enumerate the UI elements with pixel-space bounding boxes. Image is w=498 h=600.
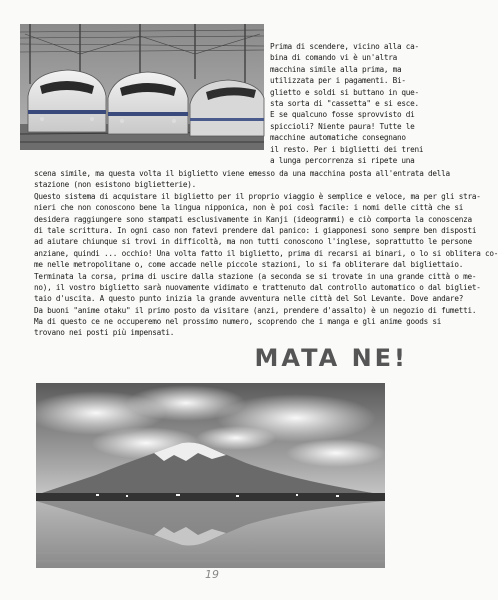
text-line: spiccioli? Niente paura! Tutte le <box>270 121 415 131</box>
text-line: di tale scrittura. In ogni caso non fatevi prendere dal panico: i giapponesi sono sempre ben disposti <box>34 225 477 235</box>
text-line: bina di comando vi è un'altra <box>270 53 397 63</box>
text-line: nieri che non conoscono bene la lingua nipponica, non è poi così facile: i nomi delle città che si <box>34 203 464 213</box>
shinkansen-trains-photo <box>20 24 264 150</box>
text-line: trovano nei posti più impensati. <box>34 328 175 338</box>
text-line: me nelle metropolitane o, come accade nelle piccole stazioni, lo si fa obliterare dal bigliettaio. <box>34 260 464 270</box>
text-line: taio d'uscita. A questo punto inizia la grande avventura nelle città del Sol Levante. Dove andare? <box>34 294 464 304</box>
text-line: no), il vostro biglietto sarà nuovamente vidimato e trattenuto dal controllo automatico o dal bigliet- <box>34 282 481 292</box>
mount-fuji-lake-photo <box>36 383 385 568</box>
text-line: anziane, quindi ... occhio! Una volta fatto il biglietto, prima di recarsi ai binari, o lo si oblitera co- <box>34 248 498 258</box>
right-column-text <box>270 41 424 166</box>
text-line: ad aiutare chiunque si trovi in difficoltà, ma non tutti conoscono l'inglese, soprattutto le persone <box>34 237 472 247</box>
text-line: desidera raggiungere sono stampati esclusivamente in Kanji (ideogrammi) e ciò comporta la conoscenza <box>34 214 472 224</box>
text-line: Da buoni "anime otaku" il primo posto da visitare (anzi, prendere d'assalto) è un negozio di fumetti. <box>34 305 477 315</box>
text-line: glietto e soldi si buttano in que- <box>270 87 419 97</box>
text-line: Questo sistema di acquistare il biglietto per il proprio viaggio è semplice e veloce, ma per gli stra- <box>34 191 481 201</box>
text-line: macchina simile alla prima, ma <box>270 64 402 74</box>
text-line: macchine automatiche consegnano <box>270 133 406 143</box>
text-line: utilizzata per i pagamenti. Bi- <box>270 76 406 86</box>
text-line: Ma di questo ce ne occuperemo nel prossimo numero, scoprendo che i manga e gli anime goods si <box>34 317 442 327</box>
body-text <box>34 168 498 339</box>
text-line: Prima di scendere, vicino alla ca- <box>270 42 419 51</box>
text-line: scena simile, ma questa volta il biglietto viene emesso da una macchina posta all'entrata della <box>34 169 450 178</box>
text-line: stazione (non esistono biglietterie). <box>34 180 196 190</box>
text-line: Terminata la corsa, prima di uscire dalla stazione (a seconda se si trovate in una grande città o me- <box>34 271 477 281</box>
text-line: a lunga percorrenza si ripete una <box>270 155 415 165</box>
text-line: sta sorta di "cassetta" e si esce. <box>270 98 419 108</box>
text-line: il resto. Per i biglietti dei treni <box>270 144 424 154</box>
page-number: 19 <box>205 568 219 581</box>
headline: MATA NE! <box>254 344 408 372</box>
text-line: E se qualcuno fosse sprovvisto di <box>270 110 415 120</box>
